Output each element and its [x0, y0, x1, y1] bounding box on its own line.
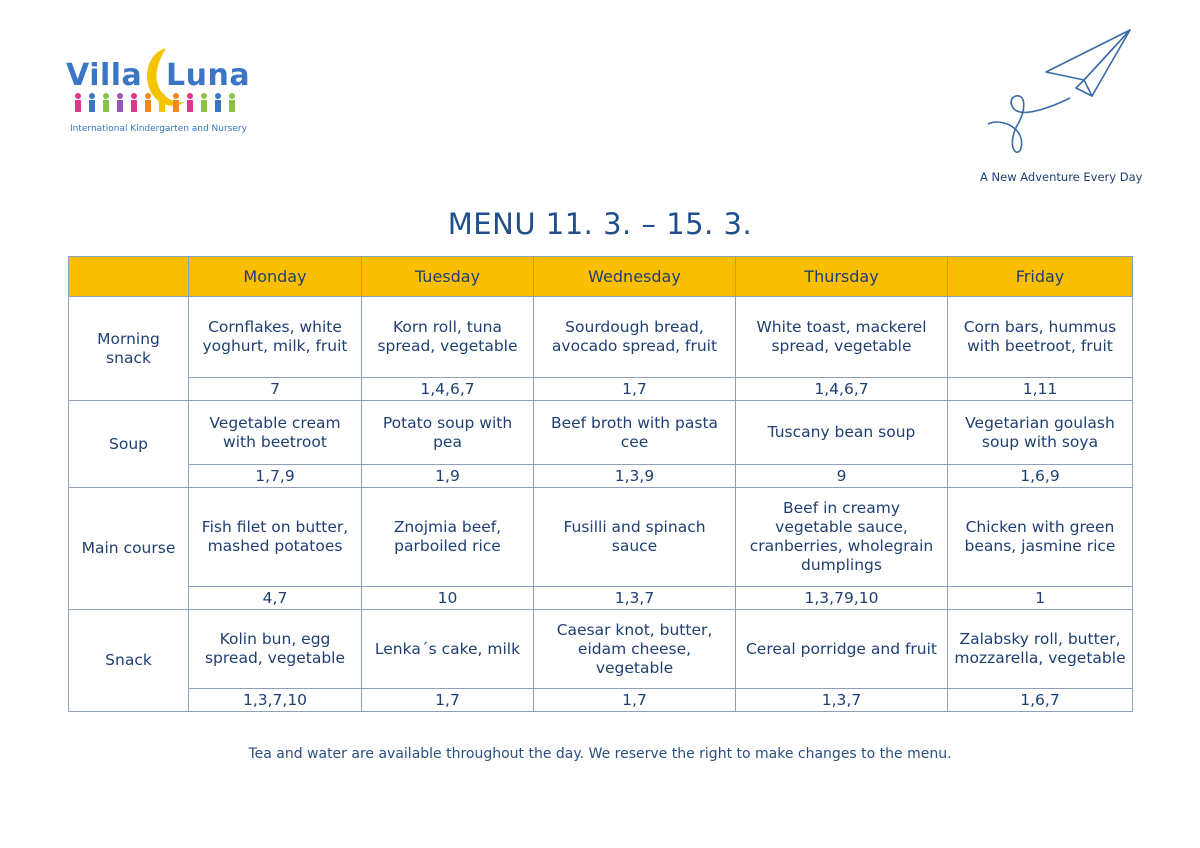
slogan: A New Adventure Every Day: [980, 170, 1143, 184]
allergen-row: [69, 689, 1133, 712]
page-title: MENU 11. 3. – 15. 3.: [447, 207, 753, 241]
dish-cell: Cereal porridge and fruit: [736, 610, 948, 689]
allergen-cell: 1,3,7: [534, 587, 736, 610]
weekly-menu-table: [68, 256, 1133, 712]
header-day: Thursday: [736, 257, 948, 297]
dish-cell: Cornflakes, white yoghurt, milk, fruit: [189, 297, 362, 378]
allergen-cell: 10: [362, 587, 534, 610]
logo-word-left: Villa: [66, 58, 143, 93]
allergen-cell: 1,7: [534, 378, 736, 401]
dish-cell: Sourdough bread, avocado spread, fruit: [534, 297, 736, 378]
allergen-cell: 1,6,9: [948, 465, 1133, 488]
allergen-cell: 1,7: [362, 689, 534, 712]
dish-cell: Vegetarian goulash soup with soya: [948, 401, 1133, 465]
allergen-cell: 1,7,9: [189, 465, 362, 488]
allergen-cell: 1,3,9: [534, 465, 736, 488]
row-label: Snack: [69, 610, 189, 712]
dish-cell: Potato soup with pea: [362, 401, 534, 465]
allergen-cell: 1,11: [948, 378, 1133, 401]
allergen-row: [69, 465, 1133, 488]
paper-plane-icon: [980, 28, 1140, 158]
allergen-cell: 1: [948, 587, 1133, 610]
dish-cell: Tuscany bean soup: [736, 401, 948, 465]
footer-note: Tea and water are available throughout the day. We reserve the right to make changes to the menu.: [248, 746, 952, 762]
villa-luna-logo: [66, 44, 251, 140]
header-day: Friday: [948, 257, 1133, 297]
children-figures-icon: [70, 92, 240, 114]
dish-cell: Znojmia beef, parboiled rice: [362, 488, 534, 587]
row-label: Soup: [69, 401, 189, 488]
dish-cell: White toast, mackerel spread, vegetable: [736, 297, 948, 378]
allergen-cell: 1,3,79,10: [736, 587, 948, 610]
table-row-snack: [69, 610, 1133, 689]
allergen-cell: 4,7: [189, 587, 362, 610]
allergen-row: [69, 587, 1133, 610]
dish-cell: Fish filet on butter, mashed potatoes: [189, 488, 362, 587]
row-label: Main course: [69, 488, 189, 610]
dish-cell: Lenka´s cake, milk: [362, 610, 534, 689]
allergen-cell: 9: [736, 465, 948, 488]
dish-cell: Corn bars, hummus with beetroot, fruit: [948, 297, 1133, 378]
dish-cell: Zalabsky roll, butter, mozzarella, vegetable: [948, 610, 1133, 689]
table-row-main-course: [69, 488, 1133, 587]
row-label: Morning snack: [69, 297, 189, 401]
dish-cell: Korn roll, tuna spread, vegetable: [362, 297, 534, 378]
dish-cell: Chicken with green beans, jasmine rice: [948, 488, 1133, 587]
header-day: Tuesday: [362, 257, 534, 297]
table-row-morning-snack: [69, 297, 1133, 378]
dish-cell: Fusilli and spinach sauce: [534, 488, 736, 587]
header-day: Wednesday: [534, 257, 736, 297]
allergen-cell: 1,3,7: [736, 689, 948, 712]
dish-cell: Beef broth with pasta cee: [534, 401, 736, 465]
dish-cell: Caesar knot, butter, eidam cheese, vegetable: [534, 610, 736, 689]
allergen-cell: 7: [189, 378, 362, 401]
dish-cell: Kolin bun, egg spread, vegetable: [189, 610, 362, 689]
allergen-row: [69, 378, 1133, 401]
allergen-cell: 1,6,7: [948, 689, 1133, 712]
dish-cell: Beef in creamy vegetable sauce, cranberries, wholegrain dumplings: [736, 488, 948, 587]
allergen-cell: 1,4,6,7: [362, 378, 534, 401]
header-day: Monday: [189, 257, 362, 297]
dish-cell: Vegetable cream with beetroot: [189, 401, 362, 465]
allergen-cell: 1,3,7,10: [189, 689, 362, 712]
header-row: [69, 257, 1133, 297]
header-corner: [69, 257, 189, 297]
allergen-cell: 1,7: [534, 689, 736, 712]
allergen-cell: 1,9: [362, 465, 534, 488]
table-row-soup: [69, 401, 1133, 465]
logo-word-right: Luna: [166, 58, 251, 93]
logo-tagline: International Kindergarten and Nursery: [70, 124, 247, 134]
allergen-cell: 1,4,6,7: [736, 378, 948, 401]
